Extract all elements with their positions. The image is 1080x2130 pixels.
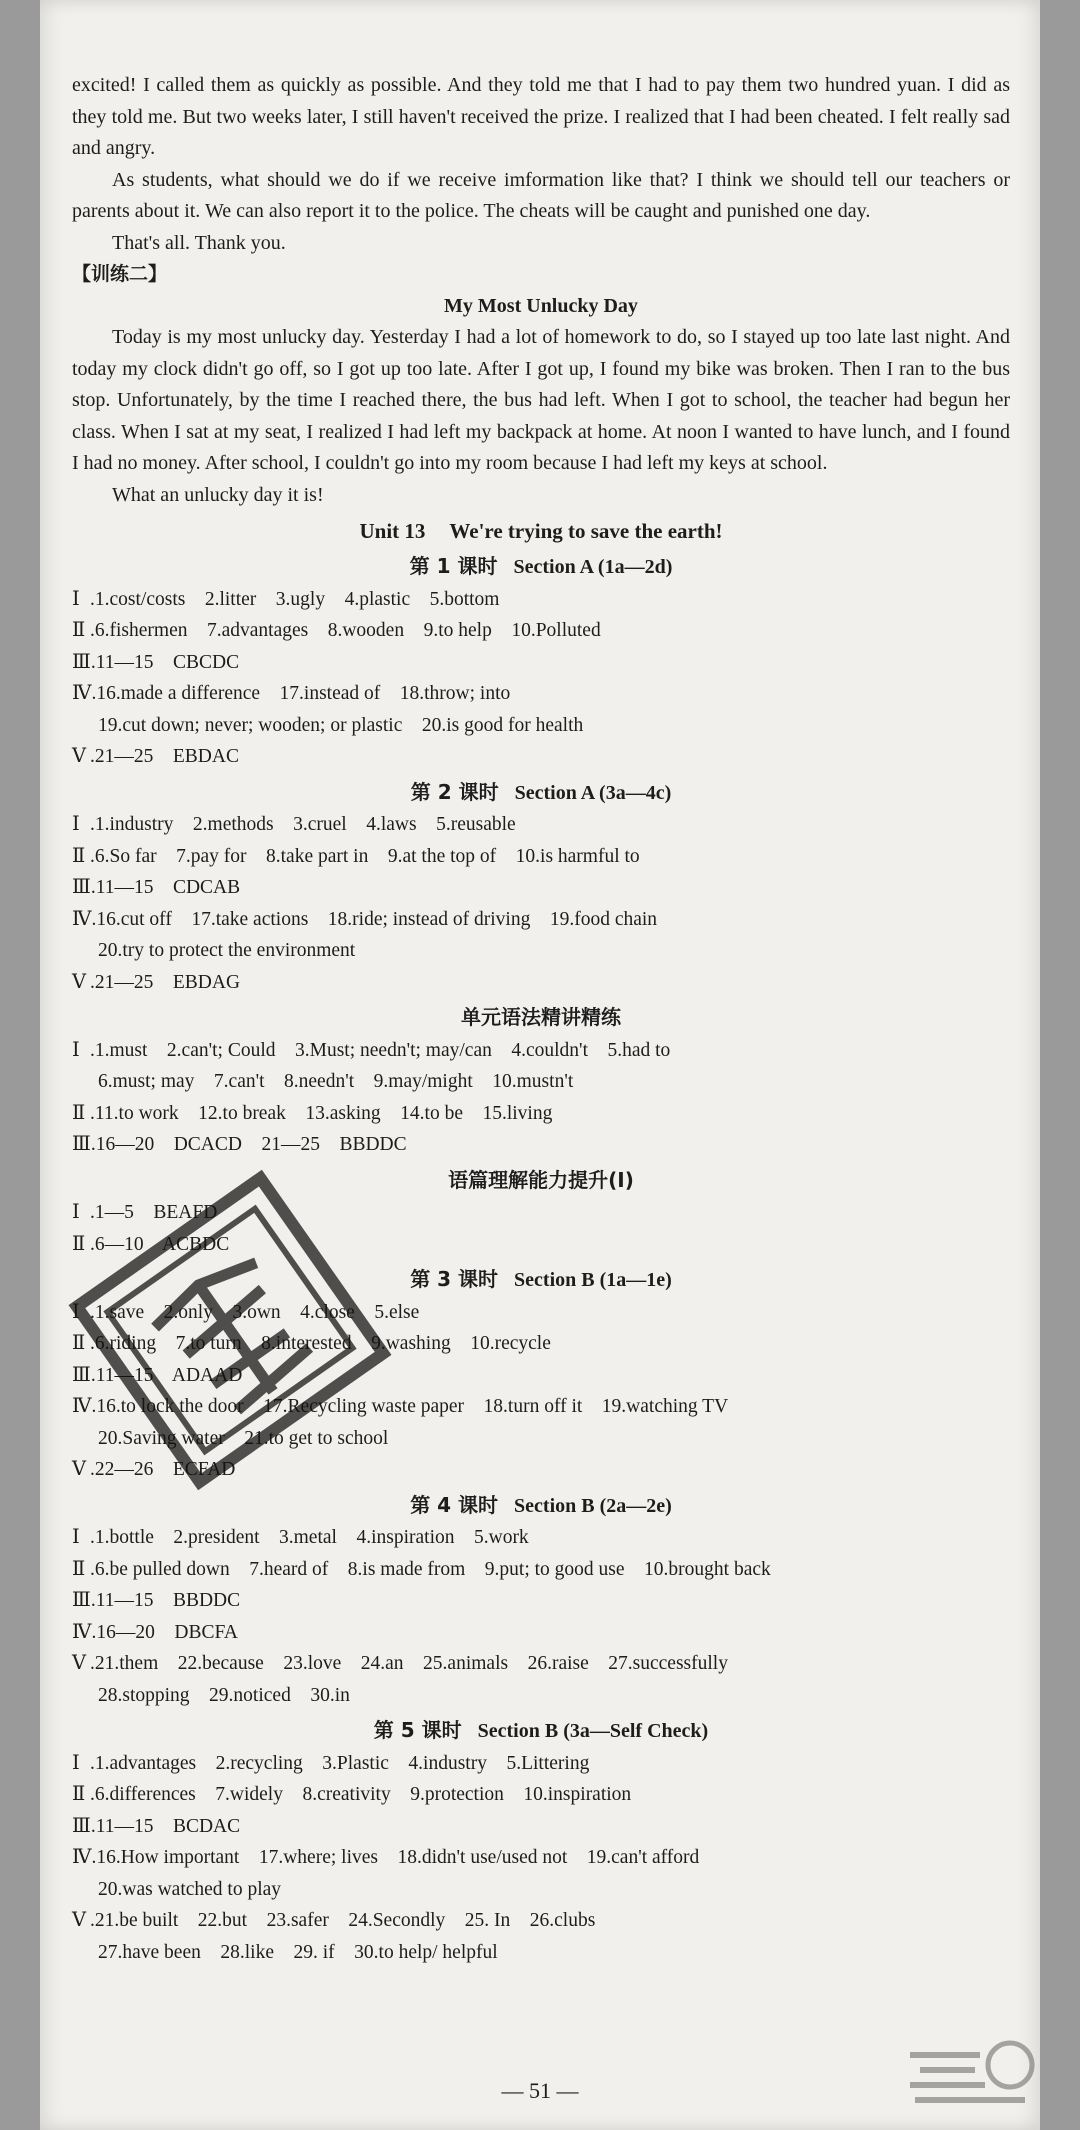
answer-line <box>72 1748 1010 1780</box>
roman-numeral: Ⅰ <box>72 1527 80 1548</box>
prev-paragraph-3: That's all. Thank you. <box>112 231 286 254</box>
roman-numeral: Ⅱ <box>72 1102 86 1124</box>
answer-text: 27.have been 28.like 29. if 30.to help/ helpful <box>98 1941 498 1963</box>
answer-text: .16.How important 17.where; lives 18.didn't use/used not 19.can't afford <box>91 1847 700 1868</box>
answer-text: .11—15 BBDDC <box>90 1590 241 1611</box>
answer-line <box>72 1905 1010 1937</box>
roman-numeral: Ⅰ <box>72 1301 80 1323</box>
answer-line <box>72 809 1010 841</box>
page-number: — 51 — <box>501 2078 579 2103</box>
roman-numeral: Ⅰ <box>72 1202 80 1223</box>
answer-line <box>72 1779 1010 1811</box>
unit-number: Unit 13 <box>359 519 426 543</box>
answer-text: .21—25 EBDAG <box>90 971 241 993</box>
section-label: Section A (1a—2d) <box>513 556 673 578</box>
answer-text: .1.advantages 2.recycling 3.Plastic 4.industry 5.Littering <box>90 1752 590 1774</box>
answer-line <box>72 967 1010 999</box>
answer-text: .6—10 ACBDC <box>90 1233 230 1255</box>
answer-text: .1.save 2.only 3.own 4.close 5.else <box>90 1301 420 1323</box>
corner-logo-watermark <box>900 2035 1040 2115</box>
answer-text: .1.must 2.can't; Could 3.Must; needn't; may/can 4.couldn't 5.had to <box>90 1039 671 1061</box>
lesson-heading <box>72 1002 1010 1035</box>
answer-text: .1.industry 2.methods 3.cruel 4.laws 5.reusable <box>90 814 516 835</box>
answer-text: .16—20 DBCFA <box>91 1621 238 1643</box>
answer-line <box>72 1842 1010 1874</box>
answer-line <box>72 1617 1010 1649</box>
answer-line <box>72 1648 1010 1680</box>
answer-line <box>72 1066 1010 1098</box>
answer-line <box>72 647 1010 679</box>
unit-title: We're trying to save the earth! <box>449 519 723 543</box>
roman-numeral: Ⅰ <box>72 814 80 835</box>
page-content <box>72 70 1010 1968</box>
lesson-label: 第 5 课时 <box>373 1718 462 1742</box>
lesson-label: 第 4 课时 <box>410 1492 499 1517</box>
roman-numeral: Ⅲ <box>72 651 91 673</box>
answer-text: 19.cut down; never; wooden; or plastic 20.is good for health <box>98 714 584 736</box>
roman-numeral: Ⅱ <box>72 1233 86 1255</box>
answer-text: 20.try to protect the environment <box>98 940 356 961</box>
lesson-heading <box>72 777 1010 810</box>
roman-numeral: Ⅱ <box>72 1784 86 1805</box>
lesson-label: 第 1 课时 <box>409 554 498 578</box>
lesson-heading <box>72 1490 1010 1523</box>
roman-numeral: Ⅱ <box>72 620 86 641</box>
lesson-label: 第 3 课时 <box>410 1267 499 1291</box>
roman-numeral: Ⅳ <box>72 1396 92 1417</box>
roman-numeral: Ⅰ <box>72 1039 80 1061</box>
roman-numeral: Ⅲ <box>72 877 91 898</box>
roman-numeral: Ⅱ <box>72 1558 86 1580</box>
roman-numeral: Ⅲ <box>72 1590 91 1611</box>
prev-paragraph-1: excited! I called them as quickly as possible. And they told me that I had to pay them two hundred yuan. I did as they told me. But two weeks later, I still haven't received the prize. I realized that I had been cheated. I felt really sad and angry. <box>72 74 1010 159</box>
roman-numeral: Ⅴ <box>72 1459 87 1480</box>
answer-line <box>72 678 1010 710</box>
answer-text: .21.them 22.because 23.love 24.an 25.animals 26.raise 27.successfully <box>90 1653 728 1674</box>
roman-numeral: Ⅴ <box>72 1653 87 1674</box>
roman-numeral: Ⅱ <box>72 845 86 867</box>
essay-title: My Most Unlucky Day <box>444 294 638 317</box>
roman-numeral: Ⅳ <box>72 1847 92 1868</box>
answer-text: .6.fishermen 7.advantages 8.wooden 9.to help 10.Polluted <box>90 620 601 641</box>
answer-text: .11—15 CDCAB <box>90 877 241 898</box>
training-2-label: 【训练二】 <box>72 263 168 285</box>
answer-line <box>72 741 1010 773</box>
answer-text: .1—5 BEAFD <box>90 1202 218 1223</box>
answer-line <box>72 1554 1010 1586</box>
roman-numeral: Ⅴ <box>72 1910 87 1931</box>
roman-numeral: Ⅱ <box>72 1333 86 1354</box>
answer-text: .1.bottle 2.president 3.metal 4.inspiration 5.work <box>90 1527 529 1548</box>
roman-numeral: Ⅰ <box>72 588 80 610</box>
answer-line <box>72 710 1010 742</box>
answer-text: .11.to work 12.to break 13.asking 14.to be 15.living <box>90 1102 553 1124</box>
answer-line <box>72 1129 1010 1161</box>
essay-paragraph-2: What an unlucky day it is! <box>112 483 324 506</box>
answer-line <box>72 1937 1010 1969</box>
section-label: Section B (1a—1e) <box>514 1269 672 1291</box>
answer-text: .11—15 CBCDC <box>90 651 240 673</box>
answer-text: 20.was watched to play <box>98 1878 282 1900</box>
roman-numeral: Ⅳ <box>72 1621 92 1643</box>
roman-numeral: Ⅰ <box>72 1752 80 1774</box>
lesson-heading <box>72 551 1010 584</box>
answer-line <box>72 904 1010 936</box>
roman-numeral: Ⅲ <box>72 1364 91 1386</box>
answer-line <box>72 872 1010 904</box>
answer-line <box>72 1680 1010 1712</box>
essay-paragraph-1: Today is my most unlucky day. Yesterday I had a lot of homework to do, so I stayed up too late last night. And today my clock didn't go off, so I got up too late. After I got up, I found my bike was broken. Then I ran to the bus stop. Unfortunately, by the time I reached there, the bus had left. When I got to school, the teacher had begun her class. When I sat at my seat, I realized I had left my backpack at home. At noon I wanted to have lunch, and I found I had no money. After school, I couldn't go into my room because I had left my keys at school. <box>72 326 1010 474</box>
roman-numeral: Ⅴ <box>72 746 87 767</box>
answer-text: .22—26 ECFAD <box>90 1459 236 1480</box>
lesson-heading <box>72 1715 1010 1748</box>
lesson-label: 语篇理解能力提升(Ⅰ) <box>448 1167 634 1192</box>
answer-text: .11—15 BCDAC <box>90 1815 241 1837</box>
lesson-label: 第 2 课时 <box>410 779 499 804</box>
section-label: Section A (3a—4c) <box>514 781 672 804</box>
answer-text: 20.Saving water 21.to get to school <box>98 1427 389 1449</box>
answer-text: .16—20 DCACD 21—25 BBDDC <box>90 1134 407 1155</box>
section-label: Section B (2a—2e) <box>514 1494 672 1517</box>
lesson-label: 单元语法精讲精练 <box>461 1005 621 1029</box>
unit-heading <box>72 515 1010 547</box>
answer-line <box>72 584 1010 616</box>
answer-line <box>72 1522 1010 1554</box>
answer-text: .16.made a difference 17.instead of 18.throw; into <box>91 683 511 704</box>
answer-text: .16.cut off 17.take actions 18.ride; instead of driving 19.food chain <box>91 908 658 930</box>
answer-line <box>72 1585 1010 1617</box>
answer-text: 28.stopping 29.noticed 30.in <box>98 1684 350 1706</box>
answer-text: .6.So far 7.pay for 8.take part in 9.at the top of 10.is harmful to <box>90 845 640 867</box>
answer-text: .11—15 ADAAD <box>90 1364 243 1386</box>
answer-text: .21.be built 22.but 23.safer 24.Secondly 25. In 26.clubs <box>90 1910 596 1931</box>
prev-paragraph-2: As students, what should we do if we receive imformation like that? I think we should tell our teachers or parents about it. We can also report it to the police. The cheats will be caught and punished one day. <box>72 168 1010 222</box>
answer-line <box>72 935 1010 967</box>
answer-line <box>72 615 1010 647</box>
answer-line <box>72 1035 1010 1067</box>
answer-text: .6.differences 7.widely 8.creativity 9.protection 10.inspiration <box>90 1784 632 1805</box>
answer-text: .1.cost/costs 2.litter 3.ugly 4.plastic 5.bottom <box>90 588 500 610</box>
answer-line <box>72 1811 1010 1843</box>
section-label: Section B (3a—Self Check) <box>477 1720 709 1742</box>
answer-text: .6.riding 7.to turn 8.interested 9.washing 10.recycle <box>90 1333 551 1354</box>
roman-numeral: Ⅲ <box>72 1134 91 1155</box>
roman-numeral: Ⅴ <box>72 971 87 993</box>
roman-numeral: Ⅳ <box>72 683 92 704</box>
answer-page <box>40 0 1040 2130</box>
roman-numeral: Ⅲ <box>72 1815 91 1837</box>
answer-text: .21—25 EBDAC <box>90 746 239 767</box>
answer-text: .16.to lock the door 17.Recycling waste paper 18.turn off it 19.watching TV <box>91 1396 729 1417</box>
answer-text: .6.be pulled down 7.heard of 8.is made from 9.put; to good use 10.brought back <box>90 1558 771 1580</box>
answer-line <box>72 841 1010 873</box>
lesson-heading <box>72 1165 1010 1198</box>
answer-line <box>72 1874 1010 1906</box>
answer-text: 6.must; may 7.can't 8.needn't 9.may/might 10.mustn't <box>98 1071 574 1092</box>
answer-line <box>72 1098 1010 1130</box>
roman-numeral: Ⅳ <box>72 908 92 930</box>
